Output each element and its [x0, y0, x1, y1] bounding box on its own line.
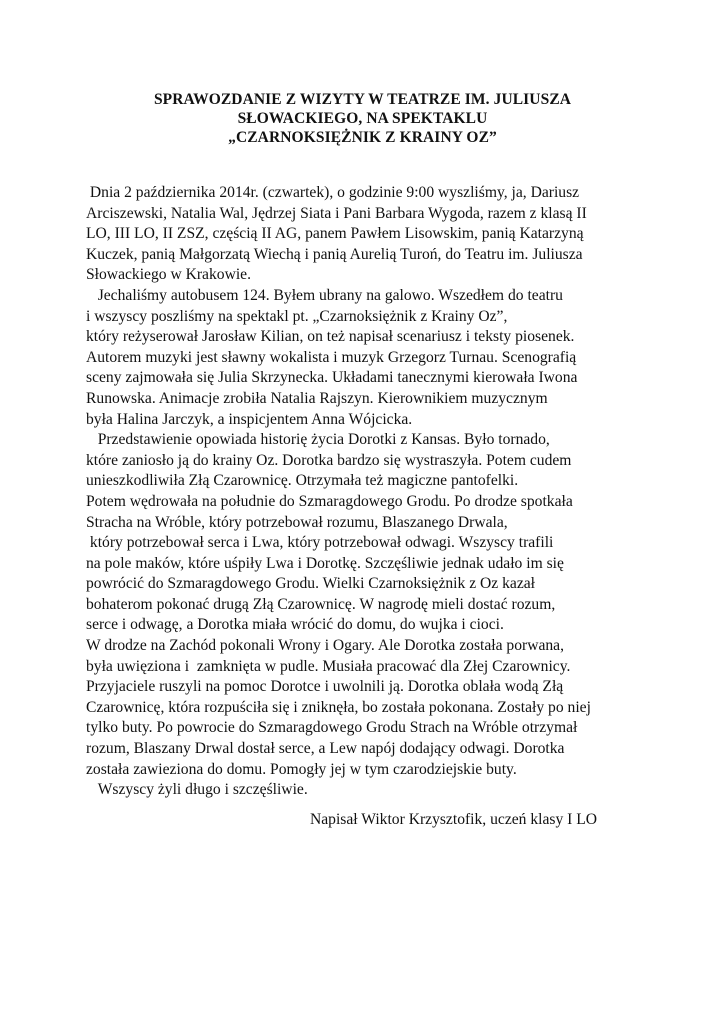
body-line: Przyjaciele ruszyli na pomoc Dorotce i uwolnili ją. Dorotka oblała wodą Złą: [86, 678, 564, 696]
body-line: W drodze na Zachód pokonali Wrony i Ogary. Ale Dorotka została porwana,: [86, 637, 565, 655]
body-line: Kuczek, panią Małgorzatą Wiechą i panią Aurelią Turoń, do Teatru im. Juliusza: [86, 245, 583, 263]
body-line: została zawieziona do domu. Pomogły jej w tym czarodziejskie buty.: [86, 760, 517, 778]
title-line: SPRAWOZDANIE Z WIZYTY W TEATRZE IM. JULIUSZA: [153, 91, 572, 108]
title-line: SŁOWACKIEGO, NA SPEKTAKLU: [237, 110, 488, 127]
body-line: unieszkodliwiła Złą Czarownicę. Otrzymała też magiczne pantofelki.: [86, 472, 519, 490]
body-line: Dnia 2 października 2014r. (czwartek), o godzinie 9:00 wyszliśmy, ja, Dariusz: [86, 184, 580, 201]
body-line: Jechaliśmy autobusem 124. Byłem ubrany na galowo. Wszedłem do teatru: [86, 286, 563, 304]
document-body: [86, 183, 686, 801]
body-line: LO, III LO, II ZSZ, częścią II AG, panem Pawłem Lisowskim, panią Katarzyną: [86, 225, 584, 243]
body-line: który reżyserował Jarosław Kilian, on też napisał scenariusz i teksty piosenek.: [86, 328, 575, 346]
body-line: które zaniosło ją do krainy Oz. Dorotka bardzo się wystraszyła. Potem cudem: [86, 451, 572, 469]
body-line: była uwięziona i zamknięta w pudle. Musiała pracować dla Złej Czarownicy.: [86, 657, 571, 675]
body-line: Przedstawienie opowiada historię życia Dorotki z Kansas. Było tornado,: [86, 431, 550, 449]
body-line: i wszyscy poszliśmy na spektakl pt. „Czarnoksiężnik z Krainy Oz”,: [86, 307, 508, 325]
body-line: serce i odwagę, a Dorotka miała wrócić do domu, do wujka i cioci.: [86, 616, 504, 634]
body-line: powrócić do Szmaragdowego Grodu. Wielki Czarnoksiężnik z Oz kazał: [86, 575, 535, 593]
body-line: Czarownicę, która rozpuściła się i zniknęła, bo została pokonana. Zostały po niej: [86, 698, 591, 716]
body-line: Stracha na Wróble, który potrzebował rozumu, Blaszanego Drwala,: [86, 513, 508, 531]
body-line: Wszyscy żyli długo i szczęśliwie.: [86, 781, 308, 799]
body-line: Arciszewski, Natalia Wal, Jędrzej Siata i Pani Barbara Wygoda, razem z klasą II: [86, 204, 587, 222]
body-line: sceny zajmowała się Julia Skrzynecka. Układami tanecznymi kierowała Iwona: [86, 369, 578, 387]
body-line: tylko buty. Po powrocie do Szmaragdowego Grodu Strach na Wróble otrzymał: [86, 719, 578, 737]
document-title: [60, 90, 665, 147]
body-line: Potem wędrowała na południe do Szmaragdowego Grodu. Po drodze spotkała: [86, 492, 573, 510]
body-line: była Halina Jarczyk, a inspicjentem Anna Wójcicka.: [86, 410, 413, 428]
body-line: na pole maków, które uśpiły Lwa i Dorotkę. Szczęśliwie jednak udało im się: [86, 554, 564, 572]
body-line: bohaterom pokonać drugą Złą Czarownicę. W nagrodę mieli dostać rozum,: [86, 595, 556, 613]
body-line: rozum, Blaszany Drwal dostał serce, a Lew napój dodający odwagi. Dorotka: [86, 740, 565, 758]
title-line: „CZARNOKSIĘŻNIK Z KRAINY OZ”: [228, 129, 497, 146]
body-line: Słowackiego w Krakowie.: [86, 266, 251, 284]
body-line: Autorem muzyki jest sławny wokalista i muzyk Grzegorz Turnau. Scenografią: [86, 348, 577, 366]
body-line: który potrzebował serca i Lwa, który potrzebował odwagi. Wszyscy trafili: [86, 534, 554, 552]
body-line: Runowska. Animacje zrobiła Natalia Rajszyn. Kierownikiem muzycznym: [86, 389, 548, 407]
signature: Napisał Wiktor Krzysztofik, uczeń klasy I LO: [310, 811, 598, 828]
